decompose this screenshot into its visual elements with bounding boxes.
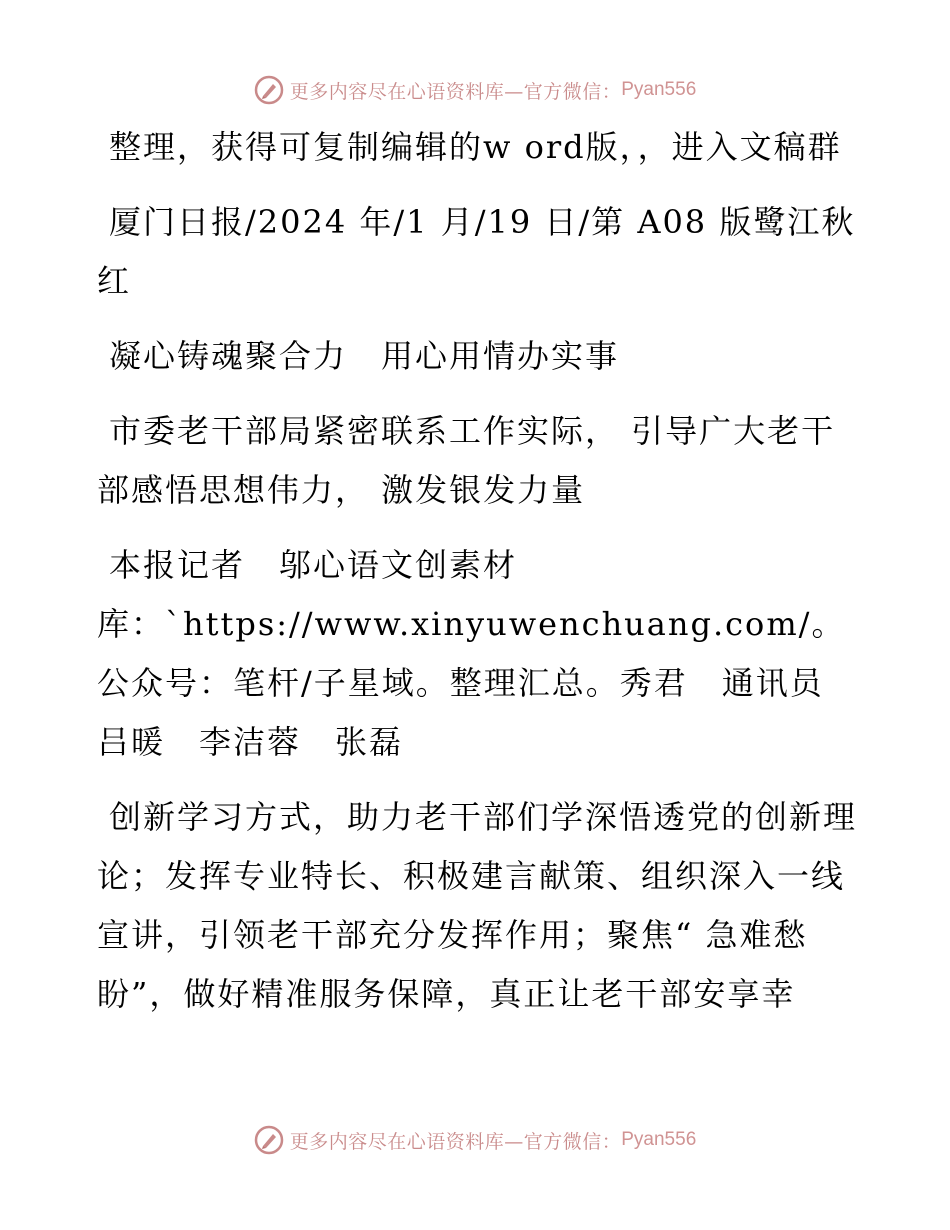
document-body (97, 118, 857, 1040)
pen-logo-icon (254, 1125, 284, 1155)
article-headline: 凝心铸魂聚合力 用心用情办实事 (109, 337, 620, 375)
watermark-text: 更多内容尽在心语资料库—官方微信： (289, 80, 622, 103)
byline-reporter: 本报记者 邬心语文创素材 (109, 546, 518, 584)
watermark-text: 更多内容尽在心语资料库—官方微信： (289, 1130, 622, 1153)
watermark-banner-top (0, 70, 950, 110)
watermark-banner-bottom (0, 1120, 950, 1160)
paragraph-source: 厦门日报/2024 年/1 月/19 日/第 A08 版鹭江秋红 (97, 203, 856, 300)
article-subheadline: 市委老干部局紧密联系工作实际， 引导广大老干部感悟思想伟力， 激发银发力量 (97, 412, 836, 509)
byline-continued: 库：`https://www.xinyuwenchuang.com/。公众号：笔杆/子星域。整理汇总。秀君 通讯员 吕暖 李洁蓉 张磊 (97, 605, 858, 761)
paragraph-body: 创新学习方式，助力老干部们学深悟透党的创新理论；发挥专业特长、积极建言献策、组织深入一线宣讲，引领老干部充分发挥作用；聚焦“ 急难愁盼”，做好精准服务保障，真正让老干部安享幸 (97, 798, 858, 1013)
watermark-wechat-id: Pyan556 (621, 1129, 697, 1150)
watermark-wechat-id: Pyan556 (621, 79, 697, 100)
paragraph-intro: 整理，获得可复制编辑的w ord版，，进入文稿群 (109, 128, 842, 166)
pen-logo-icon (254, 75, 284, 105)
